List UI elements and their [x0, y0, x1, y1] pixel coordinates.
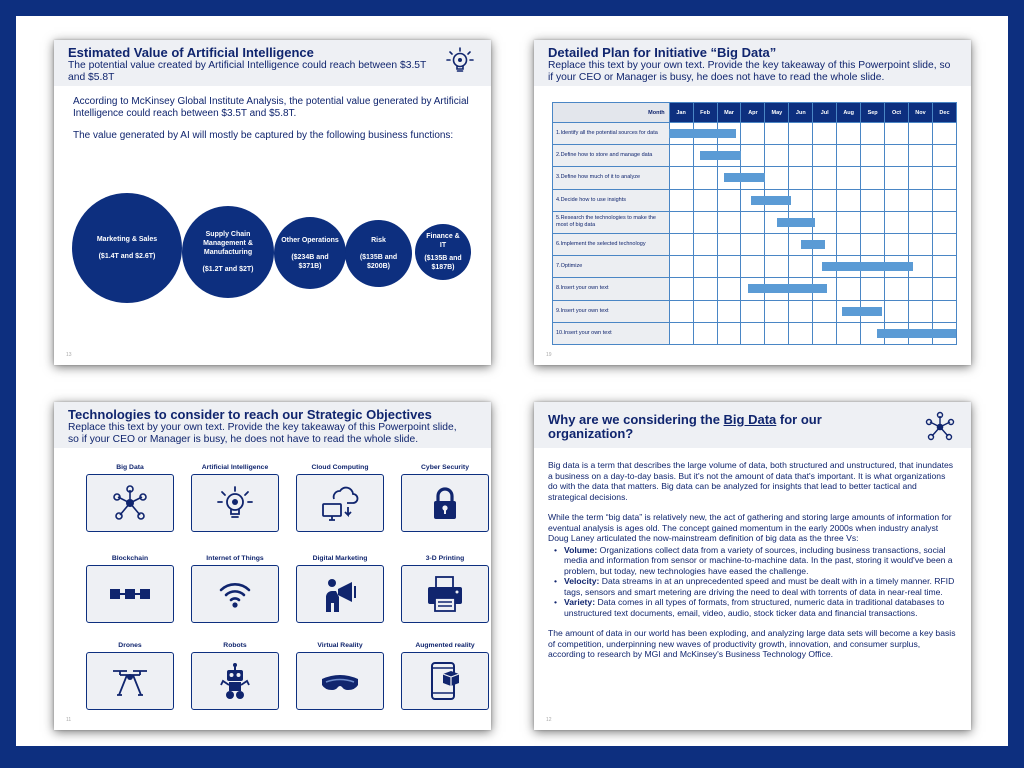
slide-subtitle: Replace this text by your own text. Provide the key takeaway of this Powerpoint slide, so if your CEO or Manager is busy, he does not have to read the whole slide. — [548, 60, 951, 83]
gantt-cell — [789, 167, 813, 189]
list-item: • Velocity: Data streams in at an unprecedented speed and must be dealt with in a timely manner. RFID tags, sensors and smart metering are driving the need to deal with torrents of data in near-real time. — [554, 576, 957, 597]
circle-supply-chain — [182, 206, 274, 298]
gantt-cell — [813, 189, 837, 211]
gantt-cell — [789, 123, 813, 145]
gantt-cell — [741, 322, 765, 344]
gantt-cell — [885, 167, 909, 189]
gantt-cell — [861, 189, 885, 211]
slide-subtitle: Replace this text by your own text. Provide the key takeaway of this Powerpoint slide, so if your CEO or Manager is busy, he does not have to read the whole slide. — [68, 422, 457, 445]
gantt-cell — [909, 278, 933, 300]
gantt-cell — [885, 145, 909, 167]
gantt-cell — [837, 167, 861, 189]
task-label: 6.Implement the selected technology — [553, 233, 670, 255]
page-number: 11 — [66, 717, 72, 723]
definition-paragraph: Big data is a term that describes the large volume of data, both structured and unstructured, that inundates a business on a day-to-day basis. But it's not the amount of data that's important. It is what organizations do with the data that matters. Big data can be analyzed for insights that lead to better tactical and strategical decisions. — [548, 460, 954, 502]
slide-big-data-plan[interactable] — [534, 40, 971, 365]
tech-label: Internet of Things — [206, 555, 264, 562]
month-header-cell: Nov — [909, 103, 933, 123]
circle-name: Marketing & Sales — [96, 236, 158, 243]
gantt-bar — [669, 129, 736, 138]
gantt-cell — [693, 256, 717, 278]
circle-value: ($1.2T and $2T) — [202, 266, 254, 273]
table-row — [553, 233, 957, 255]
tech-label: Cyber Security — [421, 464, 469, 471]
circle-name: Risk — [371, 237, 386, 244]
gantt-cell — [693, 167, 717, 189]
month-header-cell: Jul — [813, 103, 837, 123]
gantt-cell — [693, 189, 717, 211]
month-header-cell: Feb — [693, 103, 717, 123]
tech-label: 3-D Printing — [425, 555, 465, 562]
gantt-cell — [693, 300, 717, 322]
gantt-cell — [669, 189, 693, 211]
month-header-cell: Aug — [837, 103, 861, 123]
gantt-bar — [724, 173, 765, 182]
slide-technologies[interactable] — [54, 402, 491, 730]
tech-card[interactable] — [296, 652, 384, 710]
big-data-link[interactable]: Big Data — [723, 412, 777, 427]
gantt-cell — [765, 322, 789, 344]
gantt-cell — [909, 233, 933, 255]
gantt-cell — [813, 300, 837, 322]
gantt-bar — [700, 151, 741, 160]
gantt-cell — [932, 300, 956, 322]
drone-icon — [110, 661, 150, 701]
tech-label: Drones — [118, 642, 142, 649]
task-label: 1.Identify all the potential sources for data — [553, 123, 670, 145]
circle-value: ($234B and $371B) — [291, 253, 329, 270]
gantt-cell — [861, 211, 885, 233]
slide-subtitle: The potential value created by Artificial Intelligence could reach between $3.5T and $5.8T — [68, 60, 427, 83]
gantt-cell — [813, 322, 837, 344]
gantt-cell — [717, 300, 741, 322]
tech-card[interactable] — [86, 652, 174, 710]
vr-headset-icon — [320, 661, 360, 701]
gantt-bar — [842, 307, 883, 316]
month-header-cell: Mar — [717, 103, 741, 123]
gantt-cell — [932, 189, 956, 211]
table-row — [553, 123, 957, 145]
gantt-cell — [932, 278, 956, 300]
megaphone-icon — [320, 574, 360, 614]
gantt-cell — [813, 145, 837, 167]
tech-label: Robots — [223, 642, 247, 649]
page-number: 19 — [546, 352, 552, 358]
tech-card[interactable] — [191, 474, 279, 532]
gantt-bar — [822, 262, 913, 271]
table-row — [553, 211, 957, 233]
gantt-cell — [669, 300, 693, 322]
slide-title: Detailed Plan for Initiative “Big Data” — [548, 45, 777, 60]
month-header-cell: Jun — [789, 103, 813, 123]
gantt-cell — [789, 256, 813, 278]
gantt-cell — [861, 233, 885, 255]
gantt-cell — [765, 256, 789, 278]
month-header: Month — [553, 103, 670, 123]
gantt-cell — [837, 145, 861, 167]
phone-cube-icon — [425, 661, 465, 701]
gantt-cell — [669, 256, 693, 278]
circle-name: Finance & IT — [426, 233, 460, 249]
gantt-cell — [789, 145, 813, 167]
gantt-cell — [885, 233, 909, 255]
gantt-cell — [789, 300, 813, 322]
wifi-icon — [215, 574, 255, 614]
cloud-icon — [320, 483, 360, 523]
gantt-cell — [669, 167, 693, 189]
month-header-cell: Jan — [669, 103, 693, 123]
tech-card[interactable] — [191, 565, 279, 623]
month-header-cell: May — [765, 103, 789, 123]
gantt-cell — [909, 300, 933, 322]
gantt-cell — [717, 322, 741, 344]
tech-card[interactable] — [296, 565, 384, 623]
gantt-cell — [909, 211, 933, 233]
gantt-cell — [765, 233, 789, 255]
gantt-cell — [669, 145, 693, 167]
circle-finance-it — [415, 224, 471, 280]
history-paragraph: While the term “big data” is relatively new, the act of gathering and storing large amounts of information for eventual analysis is ages old. The concept gained momentum in the early 2000s when industry analyst Doug Laney articulated the now-mainstream definition of big data as the three Vs: — [548, 512, 952, 543]
task-label: 9.Insert your own text — [553, 300, 670, 322]
gantt-cell — [861, 123, 885, 145]
task-label: 3.Define how much of it to analyze — [553, 167, 670, 189]
gantt-cell — [885, 189, 909, 211]
circle-other-operations — [274, 217, 346, 289]
network-icon — [925, 411, 955, 443]
gantt-cell — [932, 123, 956, 145]
gantt-cell — [669, 211, 693, 233]
gantt-cell — [813, 123, 837, 145]
tech-label: Virtual Reality — [317, 642, 363, 649]
gantt-cell — [717, 278, 741, 300]
gantt-cell — [861, 278, 885, 300]
tech-label: Digital Marketing — [312, 555, 368, 562]
gantt-cell — [813, 211, 837, 233]
task-label: 8.Insert your own text — [553, 278, 670, 300]
gantt-cell — [885, 278, 909, 300]
three-vs-list — [554, 545, 957, 619]
month-header-cell: Apr — [741, 103, 765, 123]
gantt-cell — [741, 211, 765, 233]
lightbulb-icon — [445, 45, 475, 77]
page-number: 13 — [66, 352, 72, 358]
gantt-cell — [717, 211, 741, 233]
table-row — [553, 145, 957, 167]
conclusion-paragraph: The amount of data in our world has been exploding, and analyzing large data sets will become a key basis of competition, underpinning new waves of productivity growth, innovation, and consumer surplus, according to research by MGI and McKinsey's Business Technology Office. — [548, 628, 956, 659]
presentation-canvas — [16, 16, 1008, 746]
gantt-cell — [909, 145, 933, 167]
gantt-cell — [837, 211, 861, 233]
task-label: 5.Research the technologies to make the most of big data — [553, 211, 670, 233]
task-label: 7.Optimize — [553, 256, 670, 278]
list-item: • Volume: Organizations collect data from a variety of sources, including business transactions, social media and information from sensor or machine-to-machine data. In the past, storing it would've been a problem, but today, new technologies have eased the challenge. — [554, 545, 957, 577]
gantt-cell — [741, 233, 765, 255]
gantt-cell — [932, 256, 956, 278]
task-label: 10.Insert your own text — [553, 322, 670, 344]
slide-header — [54, 402, 491, 448]
gantt-cell — [693, 211, 717, 233]
gantt-cell — [861, 145, 885, 167]
page-number: 12 — [546, 717, 552, 723]
gantt-cell — [885, 300, 909, 322]
gantt-cell — [693, 233, 717, 255]
tech-card[interactable] — [191, 652, 279, 710]
gantt-cell — [765, 145, 789, 167]
slide-title: Estimated Value of Artificial Intelligence — [68, 45, 314, 60]
robot-icon — [215, 661, 255, 701]
printer-icon — [425, 574, 465, 614]
gantt-cell — [765, 167, 789, 189]
lightbulb-icon — [215, 483, 255, 523]
gantt-cell — [669, 278, 693, 300]
circle-value: ($1.4T and $2.6T) — [98, 253, 156, 260]
gantt-cell — [765, 300, 789, 322]
gantt-cell — [693, 278, 717, 300]
slide-header — [534, 40, 971, 86]
gantt-cell — [885, 211, 909, 233]
tech-label: Augmented reality — [415, 642, 475, 649]
slide-title: Technologies to consider to reach our Strategic Objectives — [68, 407, 432, 422]
gantt-bar — [751, 196, 792, 205]
gantt-cell — [717, 233, 741, 255]
gantt-cell — [693, 322, 717, 344]
list-item: • Variety: Data comes in all types of formats, from structured, numeric data in traditional databases to unstructured text documents, email, video, audio, stock ticker data and financial transactions. — [554, 597, 957, 618]
gantt-cell — [861, 167, 885, 189]
tech-card[interactable] — [296, 474, 384, 532]
gantt-bar — [801, 240, 825, 249]
gantt-table — [552, 102, 957, 345]
gantt-cell — [909, 189, 933, 211]
gantt-cell — [669, 322, 693, 344]
gantt-cell — [837, 189, 861, 211]
gantt-bar — [777, 218, 815, 227]
functions-paragraph: The value generated by AI will mostly be captured by the following business functions: — [73, 130, 454, 141]
gantt-cell — [741, 300, 765, 322]
gantt-bar — [748, 284, 827, 293]
lock-icon — [425, 483, 465, 523]
gantt-cell — [909, 123, 933, 145]
task-label: 4.Decide how to use insights — [553, 189, 670, 211]
gantt-cell — [932, 167, 956, 189]
circle-marketing-sales — [72, 193, 182, 303]
month-header-cell: Oct — [885, 103, 909, 123]
slide-why-big-data[interactable] — [534, 402, 971, 730]
circle-name: Supply Chain Management & Manufacturing — [203, 231, 253, 256]
gantt-cell — [765, 123, 789, 145]
gantt-bar — [877, 329, 956, 338]
circle-value: ($135B and $187B) — [424, 255, 462, 271]
circle-value: ($135B and $200B) — [359, 254, 398, 270]
gantt-cell — [669, 233, 693, 255]
table-row — [553, 300, 957, 322]
gantt-cell — [909, 167, 933, 189]
gantt-cell — [837, 322, 861, 344]
month-header-cell: Sep — [861, 103, 885, 123]
gantt-cell — [789, 322, 813, 344]
gantt-cell — [741, 123, 765, 145]
slide-title: Why are we considering the Big Data for our organization? — [548, 412, 822, 441]
tech-label: Blockchain — [111, 555, 149, 562]
gantt-cell — [741, 145, 765, 167]
month-header-cell: Dec — [932, 103, 956, 123]
gantt-cell — [789, 189, 813, 211]
tech-card[interactable] — [401, 652, 489, 710]
circle-risk — [345, 220, 412, 287]
gantt-cell — [813, 167, 837, 189]
tech-label: Big Data — [116, 464, 144, 471]
intro-paragraph: According to McKinsey Global Institute Analysis, the potential value generated by Artificial Intelligence could reach between $3.5T and $5.8T. — [73, 96, 469, 119]
blockchain-icon — [110, 574, 150, 614]
gantt-cell — [717, 256, 741, 278]
tech-card[interactable] — [86, 474, 174, 532]
gantt-cell — [741, 256, 765, 278]
gantt-cell — [837, 123, 861, 145]
gantt-cell — [717, 189, 741, 211]
gantt-cell — [932, 211, 956, 233]
gantt-cell — [932, 233, 956, 255]
slide-ai-value[interactable] — [54, 40, 491, 365]
slide-header — [54, 40, 491, 86]
tech-label: Cloud Computing — [311, 464, 369, 471]
circle-name: Other Operations — [281, 236, 339, 244]
tech-card[interactable] — [401, 565, 489, 623]
gantt-cell — [837, 233, 861, 255]
slide-header — [534, 402, 971, 448]
tech-card[interactable] — [86, 565, 174, 623]
tech-card[interactable] — [401, 474, 489, 532]
gantt-cell — [885, 123, 909, 145]
network-icon — [110, 483, 150, 523]
gantt-cell — [837, 278, 861, 300]
gantt-cell — [932, 145, 956, 167]
task-label: 2.Define how to store and manage data — [553, 145, 670, 167]
tech-label: Artificial Intelligence — [201, 464, 269, 471]
